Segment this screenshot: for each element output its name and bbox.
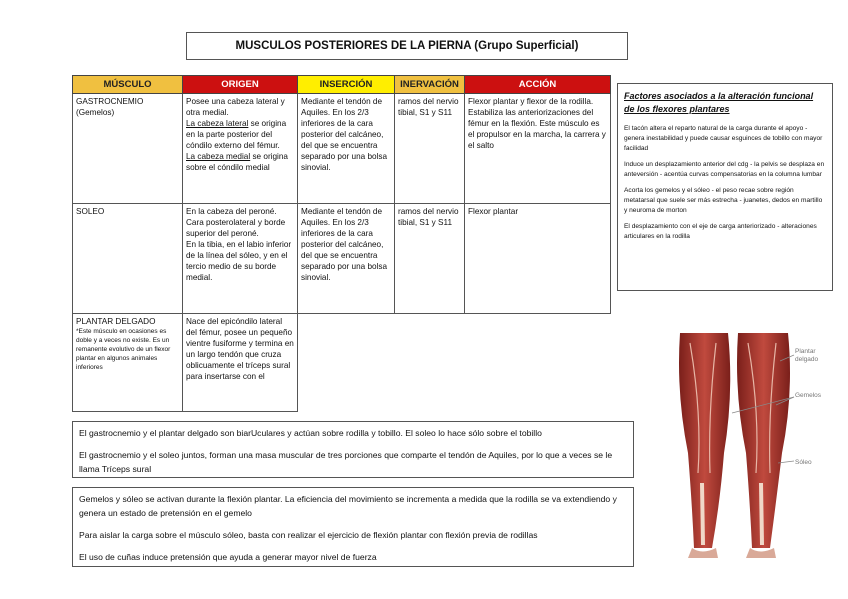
note-paragraph: El uso de cuñas induce pretensión que ayuda a generar mayor nivel de fuerza bbox=[79, 552, 377, 562]
leg-muscles-illustration bbox=[672, 333, 832, 558]
muscle-name: PLANTAR DELGADO bbox=[76, 317, 156, 326]
header-accion: ACCIÓN bbox=[465, 76, 611, 94]
cell-muscle bbox=[73, 314, 183, 412]
label-soleo: Sóleo bbox=[795, 459, 812, 466]
note-paragraph: Para aislar la carga sobre el músculo sóleo, basta con realizar el ejercicio de flexión plantar con flexión previa de rodillas bbox=[79, 530, 538, 540]
cell-origin bbox=[183, 204, 298, 314]
cell-innervation: ramos del nervio tibial, S1 y S11 bbox=[395, 94, 465, 204]
leg-anatomy-figure bbox=[672, 333, 832, 558]
note-paragraph: Gemelos y sóleo se activan durante la flexión plantar. La eficiencia del movimiento se incrementa a medida que la rodilla se va extendiendo y genera un estado de pretensión en el gemelo bbox=[79, 494, 617, 518]
note-paragraph: El gastrocnemio y el soleo juntos, forman una masa muscular de tres porciones que comparte el tendón de Aquiles, por lo que a veces se le llama Tríceps sural bbox=[79, 450, 613, 474]
page-title: MUSCULOS POSTERIORES DE LA PIERNA (Grupo Superficial) bbox=[186, 32, 628, 60]
note-box-biarticular bbox=[72, 421, 634, 478]
sidebar-item: El desplazamiento con el eje de carga anteriorizado - alteraciones articulares en la rodilla bbox=[624, 223, 817, 240]
cell-muscle bbox=[73, 204, 183, 314]
muscle-note: *Este músculo en ocasiones es doble y a veces no existe. Es un remanente evolutivo de un flexor plantar en algunos animales inferiores bbox=[76, 328, 171, 371]
origin-text: En la tibia, en el labio inferior de la línea del sóleo, y en el tercio medio de su borde medial. bbox=[186, 240, 292, 282]
origin-text: En la cabeza del peroné. Cara posterolateral y borde superior del peroné. bbox=[186, 207, 286, 238]
left-leg-muscle bbox=[679, 333, 730, 548]
table-header-row bbox=[73, 76, 611, 94]
cell-insertion: Mediante el tendón de Aquiles. En los 2/3 inferiores de la cara posterior del calcáneo, del que se encuentra separado por una bolsa sinovial. bbox=[298, 94, 395, 204]
cell-action: Flexor plantar bbox=[465, 204, 611, 314]
sidebar-item: Acorta los gemelos y el sóleo - el peso recae sobre región metatarsal que suele ser más estrecha - juanetes, dedos en martillo y neuroma de morton bbox=[624, 187, 823, 214]
origin-head-medial: La cabeza medial bbox=[186, 152, 251, 161]
table-row bbox=[73, 204, 611, 314]
cell-empty bbox=[395, 314, 465, 412]
header-musculo: MÚSCULO bbox=[73, 76, 183, 94]
origin-head-lateral: La cabeza lateral bbox=[186, 119, 249, 128]
muscle-table bbox=[72, 75, 611, 412]
label-plantar: Plantar delgado bbox=[795, 348, 819, 363]
note-box-activation bbox=[72, 487, 634, 567]
table-row bbox=[73, 94, 611, 204]
origin-text: Posee una cabeza lateral y otra medial. bbox=[186, 97, 285, 117]
note-paragraph: El gastrocnemio y el plantar delgado son biarUculares y actúan sobre rodilla y tobillo. El soleo lo hace sólo sobre el tobillo bbox=[79, 428, 542, 438]
header-insercion: INSERCIÓN bbox=[298, 76, 395, 94]
cell-origin bbox=[183, 94, 298, 204]
sidebar-item: Induce un desplazamiento anterior del cdg - la pelvis se desplaza en anteversión - acentúa curvas compensatorias en la columna lumbar bbox=[624, 161, 825, 178]
muscle-name: GASTROCNEMIO bbox=[76, 97, 144, 106]
sidebar-title: Factores asociados a la alteración funcional de los flexores plantares bbox=[624, 91, 814, 114]
table-row bbox=[73, 314, 611, 412]
label-gemelos: Gemelos bbox=[795, 392, 822, 399]
cell-action: Flexor plantar y flexor de la rodilla. Estabiliza las anteriorizaciones del fémur en la flexión. Este músculo es el propulsor en la marcha, la carrera y el salto bbox=[465, 94, 611, 204]
cell-empty bbox=[465, 314, 611, 412]
header-inervacion: INERVACIÓN bbox=[395, 76, 465, 94]
sidebar-item: El tacón altera el reparto natural de la carga durante el apoyo - genera inestabilidad y puede causar esguinces de tobillo con mayor facilidad bbox=[624, 125, 823, 152]
muscle-name: SOLEO bbox=[76, 207, 105, 216]
cell-innervation: ramos del nervio tibial, S1 y S11 bbox=[395, 204, 465, 314]
cell-empty bbox=[298, 314, 395, 412]
header-origen: ORIGEN bbox=[183, 76, 298, 94]
cell-muscle bbox=[73, 94, 183, 204]
origin-text: se origina en la parte posterior del cóndilo externo del fémur. bbox=[186, 119, 287, 150]
origin-text: se origina sobre el cóndilo medial bbox=[186, 152, 288, 172]
muscle-subname: (Gemelos) bbox=[76, 108, 115, 117]
cell-insertion: Mediante el tendón de Aquiles. En los 2/3 inferiores de la cara posterior del calcáneo, del que se encuentra separado por una bolsa sinovial. bbox=[298, 204, 395, 314]
factors-sidebar bbox=[617, 83, 833, 291]
cell-origin: Nace del epicóndilo lateral del fémur, posee un pequeño vientre fusiforme y termina en un largo tendón que cruza oblicuamente el tríceps sural para insertarse con el bbox=[183, 314, 298, 412]
